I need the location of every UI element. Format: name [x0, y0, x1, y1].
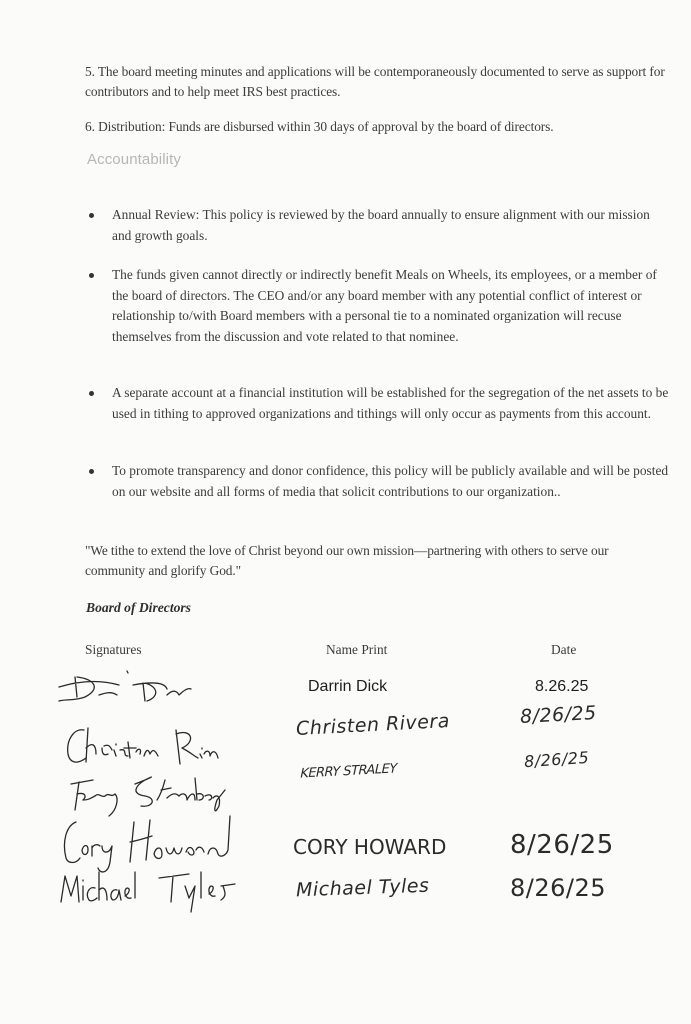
printed-name: CORY HOWARD — [293, 835, 447, 859]
accountability-heading: Accountability — [87, 151, 181, 168]
column-header-name-print: Name Print — [326, 642, 388, 657]
list-item: The funds given cannot directly or indirectly benefit Meals on Wheels, its employees, or a member of the board of directors. The CEO and/or any board member with any potential conflict of interest or relationship to/with Board members with a personal tie to a nominated organization will recuse themselves from the discussion and vote related to that nominee. — [85, 265, 670, 347]
signature-date: 8/26/25 — [523, 747, 590, 772]
column-header-signatures: Signatures — [85, 642, 142, 657]
printed-name: Christen Rivera — [295, 709, 451, 741]
signature-date: 8/26/25 — [510, 830, 614, 860]
list-item: Annual Review: This policy is reviewed by the board annually to ensure alignment with our mission and growth goals. — [85, 205, 670, 246]
bullet-icon — [89, 469, 94, 474]
mission-quote: "We tithe to extend the love of Christ beyond our own mission—partnering with others to serve our community and glorify God." — [85, 543, 609, 578]
signature-date: 8.26.25 — [535, 678, 589, 695]
list-item: To promote transparency and donor confidence, this policy will be publicly available and will be posted on our website and all forms of media that solicit contributions to our organization.. — [85, 461, 670, 502]
column-header-date: Date — [551, 642, 577, 657]
policy-item-6: 6. Distribution: Funds are disbursed within 30 days of approval by the board of directors. — [85, 119, 554, 134]
bullet-icon — [89, 391, 94, 396]
printed-name: Michael Tyles — [295, 874, 430, 902]
list-item: A separate account at a financial institution will be established for the segregation of the net assets to be used in tithing to approved organizations and tithings will only occur as payments from this account. — [85, 383, 670, 424]
board-title: Board of Directors — [86, 600, 191, 615]
bullet-icon — [89, 213, 94, 218]
bullet-icon — [89, 273, 94, 278]
signature-darrin-dick — [55, 665, 215, 710]
signature-date: 8/26/25 — [519, 702, 598, 728]
signature-date: 8/26/25 — [510, 874, 607, 902]
policy-item-5: 5. The board meeting minutes and applications will be contemporaneously documented to serve as support for contributors and to help meet IRS best practices. — [85, 64, 665, 99]
signature-michael-tyler — [55, 866, 240, 916]
printed-name: KERRY STRALEY — [298, 761, 399, 782]
printed-name: Darrin Dick — [308, 678, 388, 695]
signature-christen-rivera — [62, 720, 232, 770]
